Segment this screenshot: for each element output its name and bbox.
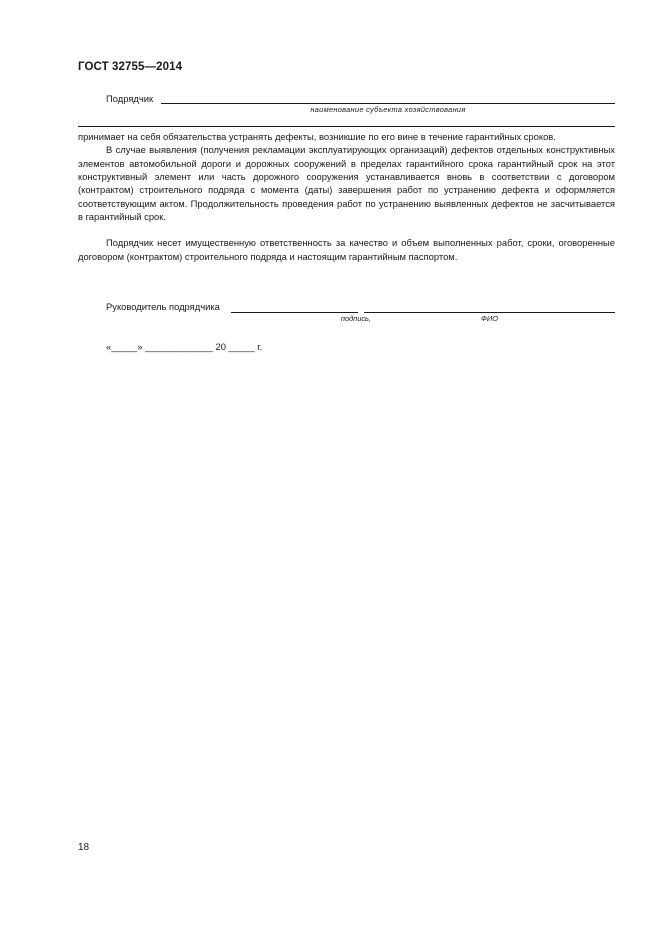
paragraph-obligation: принимает на себя обязательства устранять дефекты, возникшие по его вине в течение гарантийных сроков. (78, 131, 556, 142)
continuation-rule (78, 126, 615, 127)
signature-caption: подпись, (340, 314, 371, 323)
signature-label: Руководитель подрядчика (106, 301, 220, 312)
date-line: «_____» _____________ 20 _____ г. (106, 341, 263, 352)
paragraph-liability: Подрядчик несет имущественную ответственность за качество и объем выполненных работ, сроки, оговоренные договором (контрактом) строительного подряда и настоящим гарантийным паспортом. (78, 237, 615, 262)
paragraph-gap (78, 223, 615, 236)
standard-code-header: ГОСТ 32755—2014 (78, 61, 183, 73)
contractor-name-line (161, 103, 615, 104)
contractor-label: Подрядчик (106, 93, 154, 104)
contractor-field (106, 91, 615, 119)
contractor-caption: наименование субъекта хозяйствования (310, 105, 466, 114)
name-caption: ФИО (481, 314, 498, 323)
paragraph-defects: В случае выявления (получения рекламации эксплуатирующих организаций) дефектов отдельных конструктивных элементов автомобильной дороги и дорожных сооружений в пределах гарантийного срока гарантийный срок на этот конструктивный элемент или часть дорожного сооружения устанавливается вновь в соответствии с договором (контрактом) строительного подряда с момента (даты) завершения работ по устранению дефекта и оформляется соответствующим актом. Продолжительность проведения работ по устранению выявленных дефектов не засчитывается в гарантийный срок. (78, 144, 615, 223)
page-number: 18 (78, 842, 90, 853)
signature-block (106, 299, 615, 323)
name-line (364, 312, 615, 313)
body-text (78, 130, 615, 263)
signature-line (231, 312, 358, 313)
